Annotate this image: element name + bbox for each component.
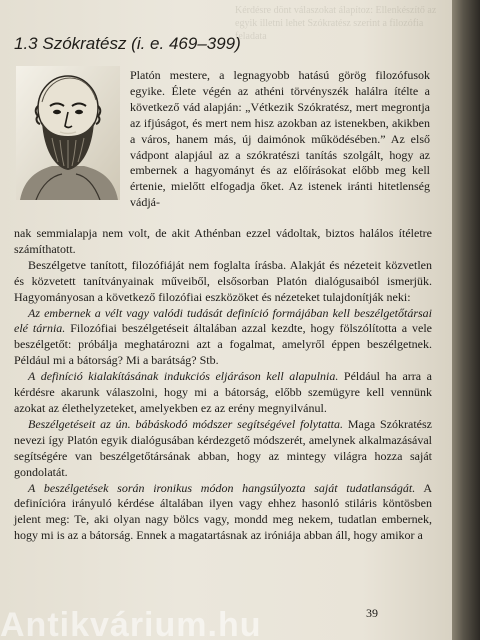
intro-paragraph: Platón mestere, a legnagyobb hatású görög filozófusok egyike. Élete végén az athéni törvényszék halálra ítélte a következő vád alapján: „Vétkezik Szókratész, mert megrontja az ifjúságot, és mert nem hisz azokban az istenekben, akikben a város, hanem más, új daimónok működésében.” Az első vádpont alapjául az a szókratészi tanítás szolgált, hogy az embernek a hagyományt és az előírásokat előbb meg kell értenie, mielőtt elfogadja őket. Az istenek iránti hitetlenség vádjá- <box>130 68 430 210</box>
italic-lead: Az embernek a vélt vagy valódi tudását definíció formájában kell beszélgetőtársai elé tárnia. <box>14 305 432 336</box>
italic-lead: A definíció kialakításának indukciós eljáráson kell alapulnia. <box>28 369 339 384</box>
book-edge-shadow <box>452 0 480 640</box>
socrates-bust-portrait <box>16 66 120 200</box>
paragraph: Beszélgetéseit az ún. bábáskodó módszer segítségével folytatta. Maga Szókratész nevezi így Platón egyik dialógusában kérdezgető módszerét, amelynek alkalmazásával segítségére van beszélgetőtársának abban, hogy az mintegy világra hozza saját gondolatát. <box>14 416 432 479</box>
italic-lead: A beszélgetések során ironikus módon hangsúlyozta saját tudatlanságát. <box>28 480 416 495</box>
paragraph: nak semmialapja nem volt, de akit Athénban ezzel vádoltak, biztos halálos ítéletre számíthatott. <box>14 226 432 256</box>
paragraph: A definíció kialakításának indukciós eljáráson kell alapulnia. Például ha arra a kérdésre akarunk válaszolni, hogy mi a bátorság, előbb szemügyre kell vennünk azokat az élethelyzeteket, amelyekben ez az erény megnyilvánul. <box>14 369 433 415</box>
page-number: 39 <box>366 606 378 620</box>
body-text <box>14 226 432 544</box>
paragraph: A beszélgetések során ironikus módon hangsúlyozta saját tudatlanságát. A definícióra irányuló kérdése általában ilyen vagy ehhez hasonló stiláris köntösben jelent meg: Te, aki olyan nagy bölcs vagy, mondd meg nekem, tudatlan embernek, hogy mi is az a bátorság. Ennek a magatartásnak az iróniája abban áll, hogy amikor a <box>14 480 432 543</box>
chapter-title: 1.3 Szókratész (i. e. 469–399) <box>14 34 241 53</box>
facing-page-bleed-text: Kérdésre dönt válaszokat álapítoz: Ellenkészítő az egyik illetni lehet Szókratész szerint a filozófia feladata <box>235 5 437 42</box>
paragraph: Beszélgetve tanított, filozófiáját nem foglalta írásba. Alakját és nézeteit közvetlen és közvetett tanítványainak műveiből, elsősorban Platón dialógusaiból ismerjük. Hagyományosan a következő filozófiai eszközöket és nézeteket tulajdonítják neki: <box>14 257 432 304</box>
watermark: Antikvárium.hu <box>0 606 262 640</box>
paragraph: Az embernek a vélt vagy valódi tudását definíció formájában kell beszélgetőtársai elé tárnia. Filozófiai beszélgetéseit általában azzal kezdte, hogy fölszólította a vele beszélgetőt: próbálja meghatározni azt a fogalmat, amelyről éppen beszélgetnek. Például mi a bátorság? Mi a barátság? Stb. <box>14 305 433 368</box>
italic-lead: Beszélgetéseit az ún. bábáskodó módszer segítségével folytatta. <box>28 416 343 431</box>
